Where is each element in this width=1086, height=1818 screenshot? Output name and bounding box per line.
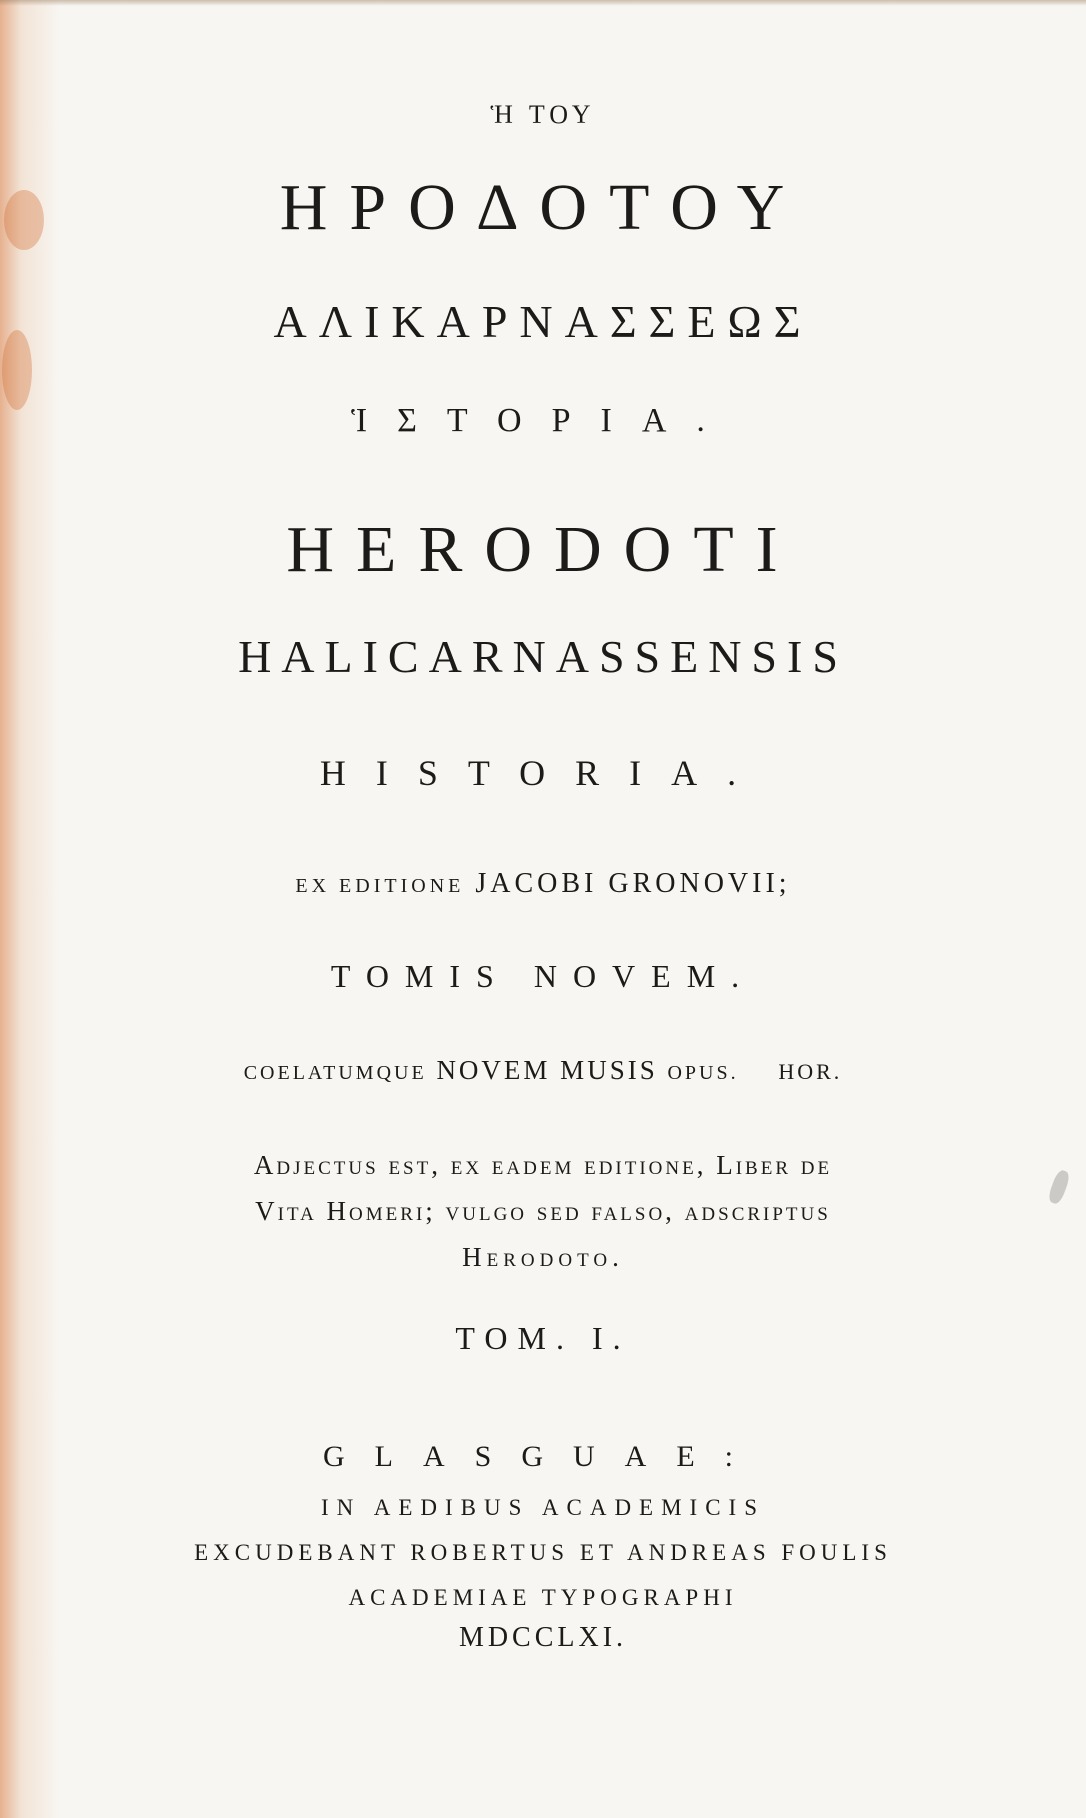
latin-author: HERODOTI bbox=[286, 513, 800, 586]
adjectus-line-2: Vita Homeri; vulgo sed falso, adscriptus bbox=[255, 1196, 831, 1226]
adjectus-line-3: Herodoto. bbox=[462, 1242, 624, 1272]
edition-line bbox=[0, 868, 1086, 900]
volumes-line: TOMIS NOVEM. bbox=[330, 958, 756, 994]
greek-author: ΗΡΟΔΟΤΟΥ bbox=[279, 171, 807, 244]
latin-work: HISTORIA. bbox=[319, 753, 767, 793]
imprint-place: GLASGUAE: bbox=[323, 1440, 763, 1473]
motto-line bbox=[0, 1055, 1086, 1086]
greek-origin: ΑΛΙΚΑΡΝΑΣΣΕΩΣ bbox=[273, 296, 813, 347]
imprint-line-3: ACADEMIAE TYPOGRAPHI bbox=[348, 1585, 738, 1610]
greek-work: ἹΣΤΟΡΙΑ. bbox=[351, 402, 735, 439]
motto-source: HOR. bbox=[778, 1059, 843, 1084]
latin-origin: HALICARNASSENSIS bbox=[238, 631, 848, 682]
motto-prefix: COELATUMQUE bbox=[243, 1062, 427, 1084]
imprint-year: MDCCLXI. bbox=[458, 1622, 628, 1653]
adjectus-line-1: Adjectus est, ex eadem editione, Liber de bbox=[253, 1150, 833, 1180]
imprint-line-1: IN AEDIBUS ACADEMICIS bbox=[320, 1495, 766, 1520]
page-edge bbox=[0, 0, 1086, 6]
motto-suffix: OPUS. bbox=[667, 1062, 739, 1084]
edition-editor: JACOBI GRONOVII; bbox=[475, 868, 791, 899]
greek-intro: Ἡ ΤΟΥ bbox=[490, 100, 596, 129]
edition-prefix: EX EDITIONE bbox=[295, 875, 465, 897]
imprint-line-2: EXCUDEBANT ROBERTUS ET ANDREAS FOULIS bbox=[194, 1540, 892, 1565]
motto-main: NOVEM MUSIS bbox=[436, 1055, 658, 1085]
tome-number: TOM. I. bbox=[455, 1320, 631, 1356]
